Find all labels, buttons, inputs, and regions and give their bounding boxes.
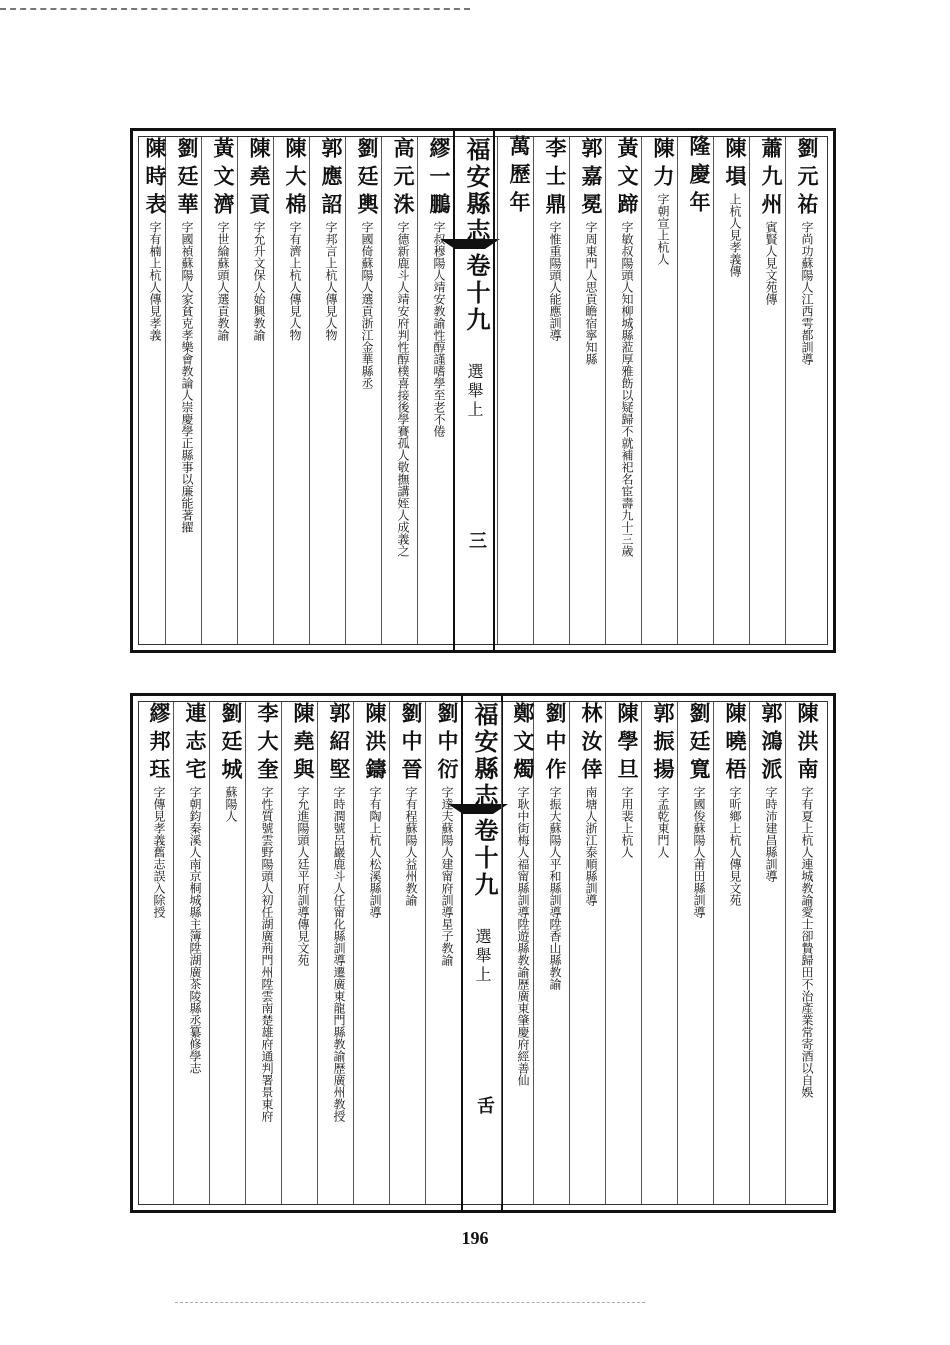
entry: 蕭九州賓賢人見文苑傳 <box>759 137 784 305</box>
entry: 劉廷城蘇陽人 <box>219 702 244 822</box>
top-dash-line <box>0 8 470 10</box>
entry: 郭振揚字孟乾東門人 <box>651 702 676 858</box>
entry: 陳堯貢字允升文保人始興教諭 <box>247 137 272 341</box>
entry: 鄭文燭字耿中街梅人福甯縣訓導陞遊縣教諭歷廣東肇慶府經善仙 <box>511 702 536 1086</box>
section-label: 選舉上 <box>473 928 492 985</box>
entry: 陳曉梧字昕鄉上杭人傳見文苑 <box>723 702 748 906</box>
entry: 繆一鵬字叔穆陽人靖安教諭性醇謹嗜學至老不倦 <box>427 137 452 437</box>
entry: 陳力字朝宣上杭人 <box>651 137 676 265</box>
entry: 李大奎字性質號雲野陽頭人初任湖廣荊門州陞雲南楚雄府通判署景東府 <box>255 702 280 1122</box>
volume-label: 卷十九 <box>459 253 494 334</box>
entry: 陳學旦字用裴上杭人 <box>615 702 640 858</box>
entry: 劉廷華字國禎蘇陽人家貧克孝樂會教論人崇慶學正縣事以廉能著擢 <box>175 137 200 533</box>
entry: 郭應詔字邦言上杭人傳見人物 <box>319 137 344 341</box>
bottom-dash-line <box>175 1302 645 1303</box>
entry: 高元洙字德新鹿斗人靖安府判性醇樸喜接後學賽孤人敬撫講姪人成義之 <box>391 137 416 557</box>
folio-number: 舌 <box>474 1096 495 1117</box>
entry: 劉廷寬字國俊蘇陽人莆田縣訓導 <box>687 702 712 918</box>
entry: 郭鴻派字時沛建昌縣訓導 <box>759 702 784 882</box>
entry: 黃文濟字世綸蘇頭人選貢教諭 <box>211 137 236 341</box>
entry: 劉中衍字達夫蘇陽人建甯府訓導星子教諭 <box>435 702 460 966</box>
entry: 陳大棉字有濟上杭人傳見人物 <box>283 137 308 341</box>
era-heading: 萬歷年 <box>507 135 532 219</box>
entry: 郭嘉冕字周東門人思貢瞻宿寧知縣 <box>579 137 604 365</box>
entry: 劉中晉字有程蘇陽人益州教諭 <box>399 702 424 906</box>
top-page <box>130 128 836 653</box>
entry: 陳堯與字允進陽頭人廷平府訓導傳見文苑 <box>291 702 316 966</box>
entry: 林汝倖南塘人浙江泰順縣訓導 <box>579 702 604 906</box>
entry: 繆邦珏字傳見孝義舊志誤入除授 <box>147 702 172 918</box>
entry: 劉廷輿字國倚蘇陽人選貢浙江金華縣丞 <box>355 137 380 389</box>
section-label: 選舉上 <box>465 363 484 420</box>
book-title: 福安縣志 <box>470 702 499 810</box>
entry: 劉元祐字尚功蘇陽人江西雩都訓導 <box>795 137 820 365</box>
book-title: 福安縣志 <box>462 137 491 245</box>
entry: 劉中作字振大蘇陽人平和縣訓導陞香山縣教諭 <box>543 702 568 990</box>
entry: 陳塤上杭人見孝義傳 <box>723 137 748 277</box>
entry: 陳時表字有楠上杭人傳見孝義 <box>143 137 168 341</box>
entry: 郭紹堅字時潤號呂巖鹿斗人任甯化縣訓導遷廣東龍門縣教諭歷廣州教授 <box>327 702 352 1122</box>
volume-label: 卷十九 <box>467 818 502 899</box>
entry: 陳洪鑄字有陶上杭人松溪縣訓導 <box>363 702 388 918</box>
era-heading: 隆慶年 <box>687 135 712 219</box>
folio-number: 三 <box>466 531 487 552</box>
entry: 李士鼎字惟重陽頭人能應訓導 <box>543 137 568 341</box>
entry: 黃文蹄字敏叔陽頭人知柳城縣蒞厚雅飭以疑歸不就補祀名宦壽九十三歲 <box>615 137 640 557</box>
bottom-page <box>130 693 836 1213</box>
page-number: 196 <box>461 1228 489 1248</box>
entry: 連志宅字朝鈞秦溪人南京桐城縣主簿陞湖廣茶陵縣丞纂修學志 <box>183 702 208 1074</box>
entry: 陳洪南字有夏上杭人連城教諭愛士卻贄歸田不治產業常寄酒以自娛 <box>795 702 820 1098</box>
